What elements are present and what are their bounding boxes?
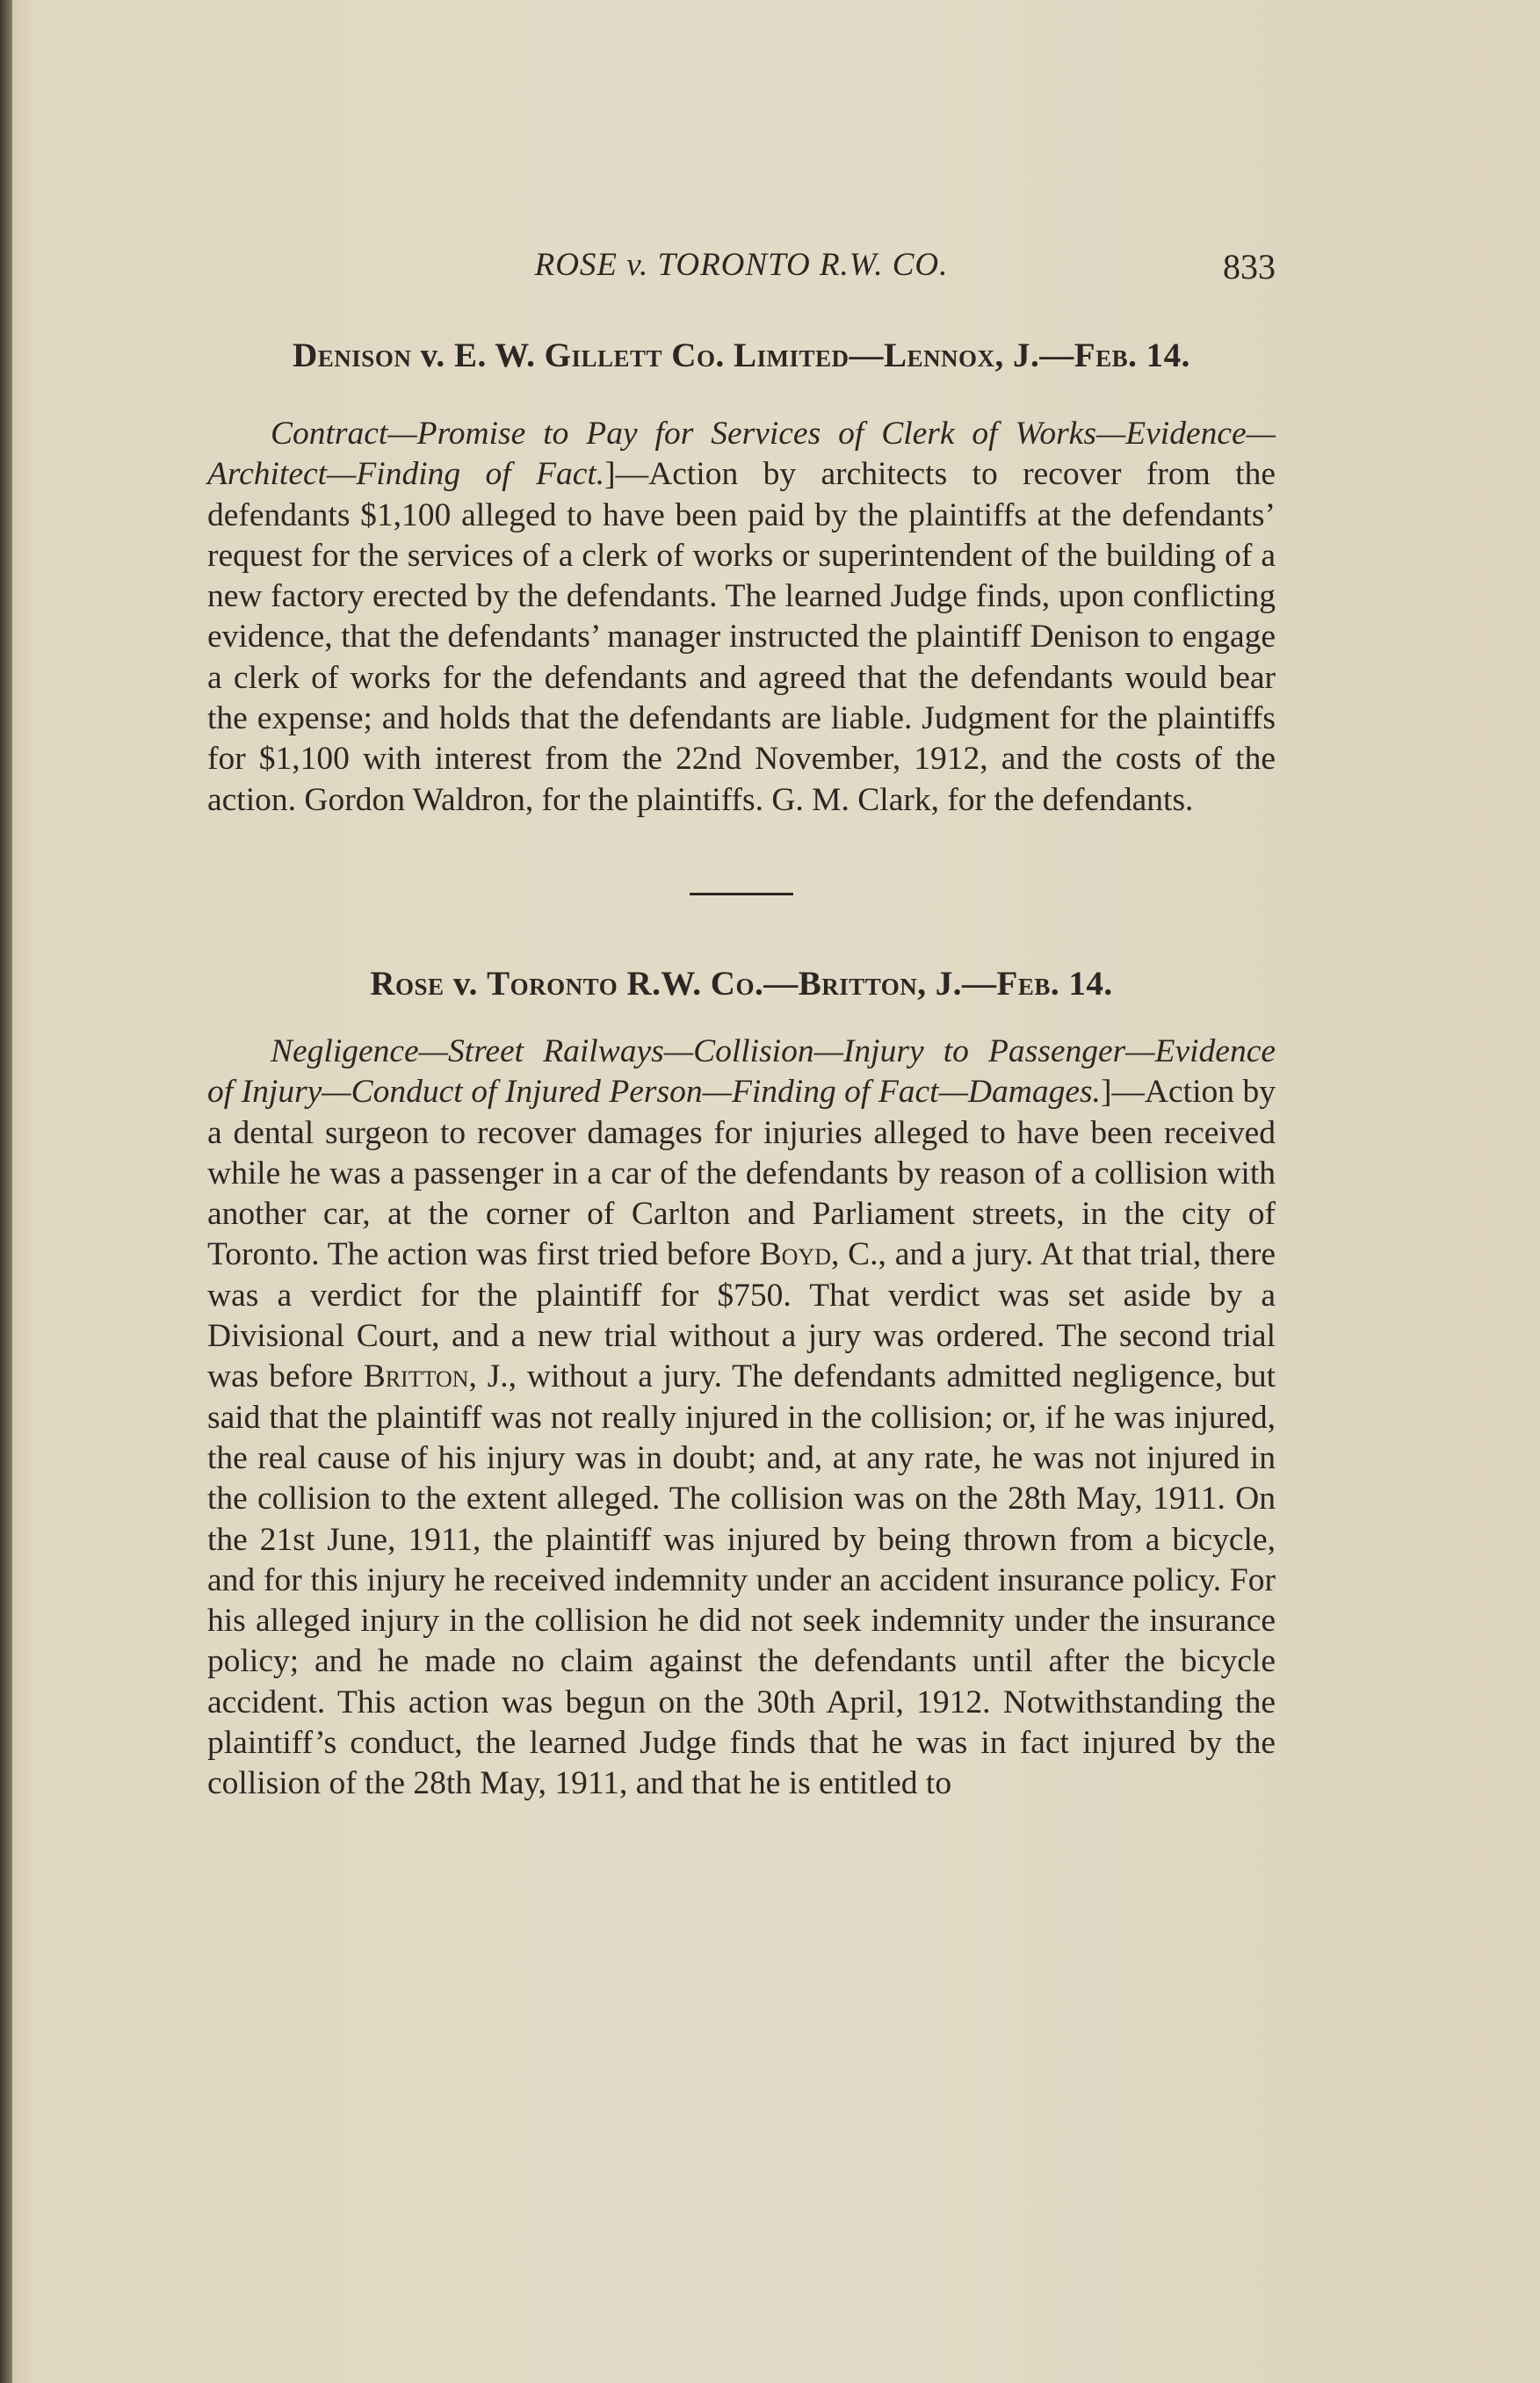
case-heading-rose [207,964,1276,1003]
case-party-defendant: Toronto R.W. Co. [487,964,764,1003]
case-party-plaintiff: Denison [293,337,412,374]
case-heading-denison [207,336,1276,375]
versus: v. [444,964,488,1003]
heading-dash: — [849,337,884,374]
running-head [207,246,1276,299]
body-rose-part-2: , C., and a jury. At that trial, there was a verdict for the plaintiff for $750. That verdict was set aside by a Divisional Court, and a new trial without a jury was ordered. The second trial was before [207,1236,1276,1395]
case-party-plaintiff: Rose [370,964,445,1003]
judge-suffix: , J.— [917,964,997,1003]
headnote-denison: Contract—Promise to Pay for Services of Clerk of Works—Evidence—Architect—Finding of Fact. [207,416,1276,493]
judge-suffix: , J.— [994,337,1074,374]
headnote-rose: Negligence—Street Railways—Collision—Injury to Passenger—Evidence of Injury—Conduct of Injured Person—Finding of Fact—Damages. [207,1032,1276,1111]
judge-ref-boyd: Boyd [759,1236,831,1273]
case-paragraph-denison [207,414,1276,821]
running-title: ROSE v. TORONTO R.W. CO. [534,247,949,283]
case-date: Feb. 14. [1074,337,1190,374]
case-paragraph-rose [207,1032,1276,1805]
case-judge: Lennox [884,337,995,374]
case-date: Feb. 14. [996,964,1113,1003]
versus: v. [411,337,454,374]
book-binding-edge [0,0,12,2383]
text-block [207,246,1276,1805]
page-number: 833 [1223,247,1276,286]
case-party-defendant: E. W. Gillett Co. Limited [453,337,850,374]
heading-dash: — [763,964,799,1003]
case-judge: Britton [798,964,918,1003]
body-denison: ]—Action by architects to recover from the defendants $1,100 alleged to have been paid by the plaintiffs at the defendants’ request for the services of a clerk of works or superintendent of the building of a new factory erected by the defendants. The learned Judge finds, upon conflicting evidence, that the defendants’ manager instructed the plaintiff Denison to engage a clerk of works for the defendants and agreed that the defendants would bear the expense; and holds that the defendants are liable. Judgment for the plaintiffs for $1,100 with interest from the 22nd November, 1912, and the costs of the action. Gordon Waldron, for the plaintiffs. G. M. Clark, for the defendants. [207,456,1276,818]
body-rose-part-1: ]—Action by a dental surgeon to recover damages for injuries alleged to have been received while he was a passenger in a car of the defendants by reason of a collision with another car, at the corner of Carlton and Parliament streets, in the city of Toronto. The action was first tried before [207,1074,1276,1273]
judge-ref-britton: Britton [363,1358,469,1395]
body-rose-part-3: , J., without a jury. The defendants admitted negligence, but said that the plaintiff was not really injured in the collision; or, if he was injured, the real cause of his injury was in doubt; and, at any rate, he was not injured in the collision to the extent alleged. The collision was on the 28th May, 1911. On the 21st June, 1911, the plaintiff was injured by being thrown from a bicycle, and for this injury he received indemnity under an accident insurance policy. For his alleged injury in the collision he did not seek indemnity under the insurance policy; and he made no claim against the defendants until after the bicycle accident. This action was begun on the 30th April, 1912. Notwithstanding the plaintiff’s conduct, the learned Judge finds that he was in fact injured by the collision of the 28th May, 1911, and that he is entitled to [207,1358,1276,1802]
